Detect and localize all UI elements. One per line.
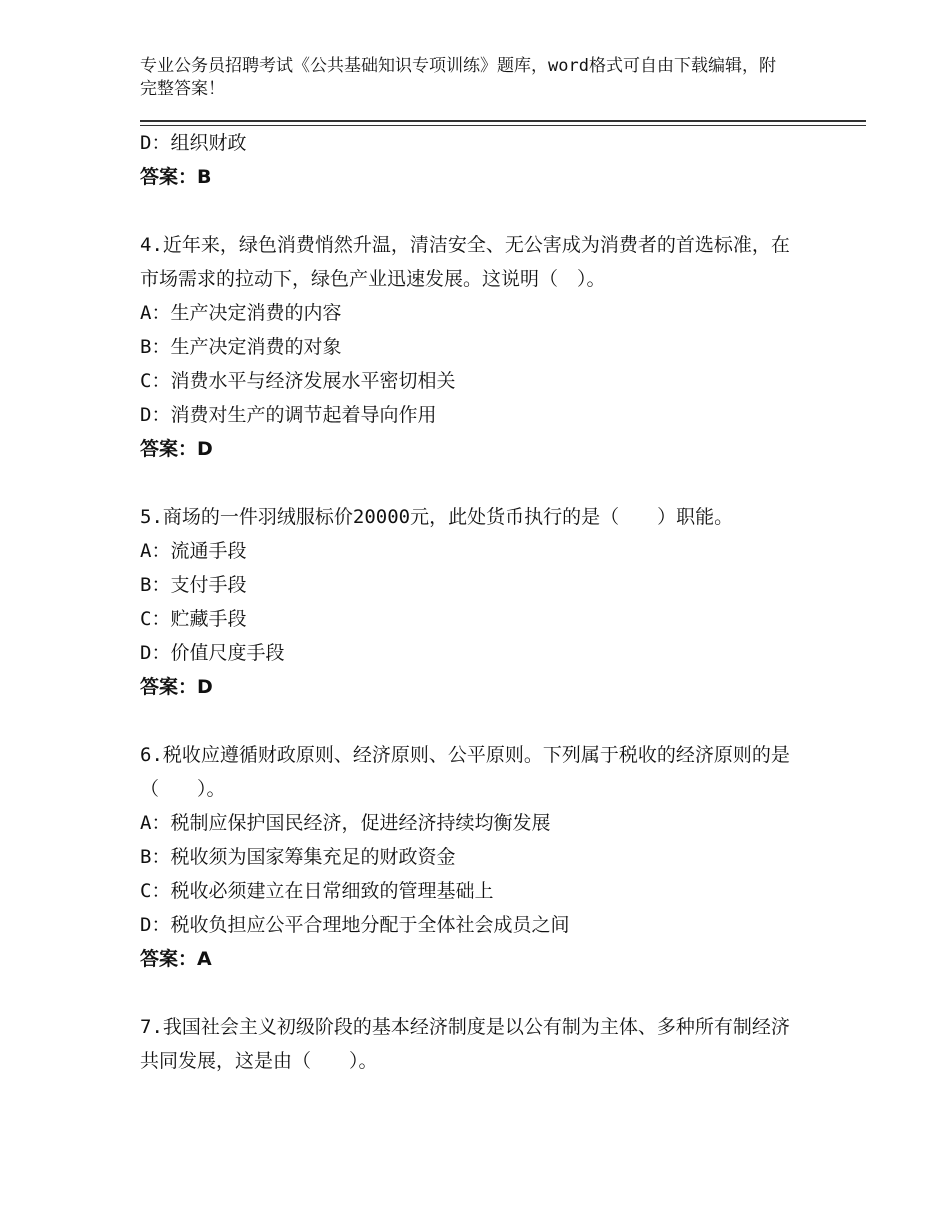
question-6-stem: 6.税收应遵循财政原则、经济原则、公平原则。下列属于税收的经济原则的是（ ）。 <box>140 744 790 800</box>
page-header: 专业公务员招聘考试《公共基础知识专项训练》题库，word格式可自由下载编辑，附完整答案！ <box>140 56 776 99</box>
question-7 <box>140 1010 800 1078</box>
question-5-answer: 答案：D <box>140 676 213 698</box>
question-6-option-c: C：税收必须建立在日常细致的管理基础上 <box>140 880 494 902</box>
question-content <box>140 126 800 1078</box>
question-4-answer: 答案：D <box>140 438 213 460</box>
question-7-stem: 7.我国社会主义初级阶段的基本经济制度是以公有制为主体、多种所有制经济共同发展，这是由（ ）。 <box>140 1016 790 1072</box>
prev-option-d: D：组织财政 <box>140 132 247 154</box>
question-4-option-a: A：生产决定消费的内容 <box>140 302 342 324</box>
question-5-stem: 5.商场的一件羽绒服标价20000元，此处货币执行的是（ ）职能。 <box>140 506 734 528</box>
question-6 <box>140 738 800 976</box>
question-5-option-c: C：贮藏手段 <box>140 608 247 630</box>
spacer <box>140 704 800 738</box>
question-4-option-c: C：消费水平与经济发展水平密切相关 <box>140 370 456 392</box>
question-5 <box>140 500 800 704</box>
header-rule-thick <box>140 120 866 122</box>
spacer <box>140 194 800 228</box>
spacer <box>140 466 800 500</box>
question-5-option-d: D：价值尺度手段 <box>140 642 285 664</box>
question-5-option-b: B：支付手段 <box>140 574 247 596</box>
question-4-option-d: D：消费对生产的调节起着导向作用 <box>140 404 437 426</box>
question-6-option-a: A：税制应保护国民经济，促进经济持续均衡发展 <box>140 812 551 834</box>
question-4 <box>140 228 800 466</box>
question-6-answer: 答案：A <box>140 948 212 970</box>
question-5-option-a: A：流通手段 <box>140 540 247 562</box>
question-6-option-b: B：税收须为国家筹集充足的财政资金 <box>140 846 456 868</box>
question-4-stem: 4.近年来，绿色消费悄然升温，清洁安全、无公害成为消费者的首选标准，在市场需求的拉动下，绿色产业迅速发展。这说明（ ）。 <box>140 234 790 290</box>
spacer <box>140 976 800 1010</box>
prev-answer: 答案：B <box>140 166 212 188</box>
question-6-option-d: D：税收负担应公平合理地分配于全体社会成员之间 <box>140 914 570 936</box>
question-4-option-b: B：生产决定消费的对象 <box>140 336 342 358</box>
